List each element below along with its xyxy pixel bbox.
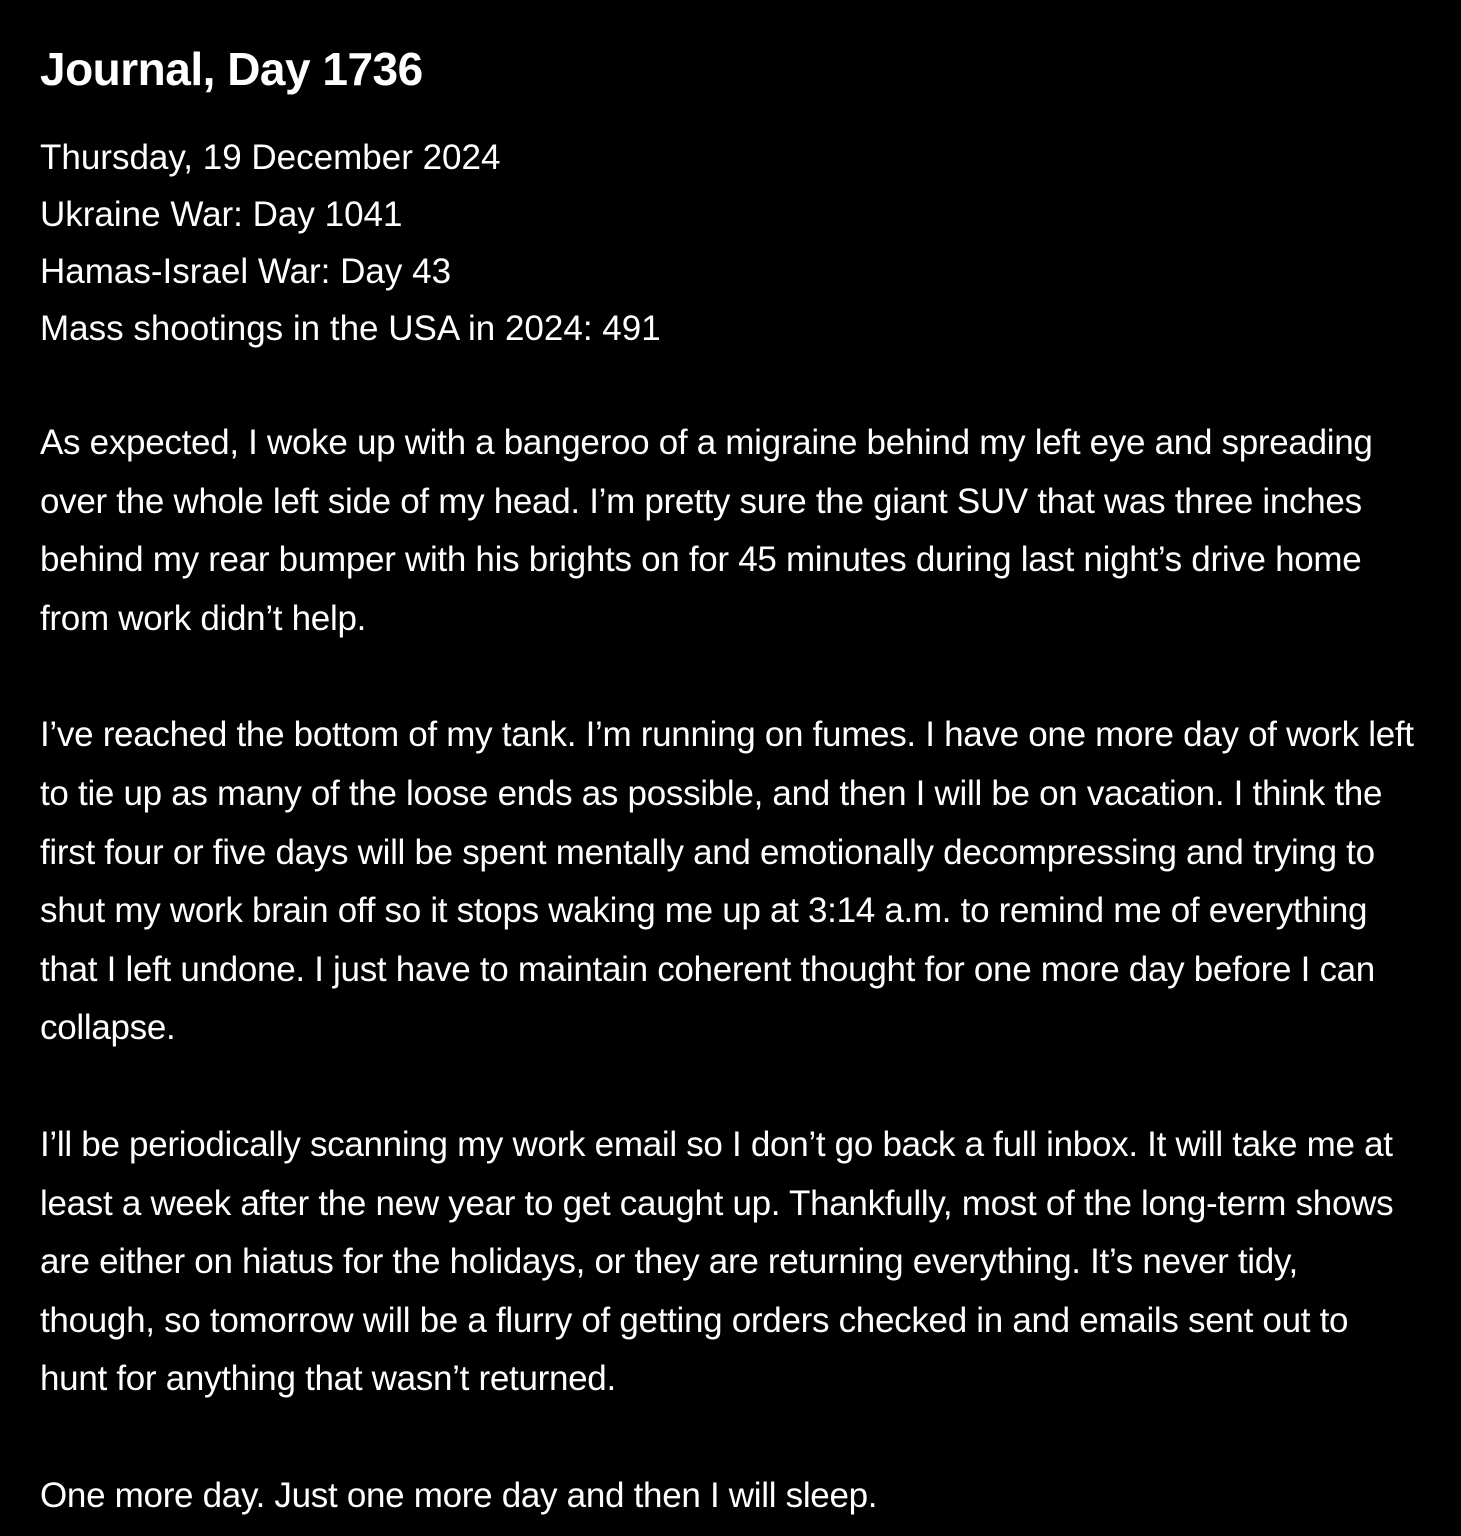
meta-mass-shootings: Mass shootings in the USA in 2024: 491 <box>40 309 661 348</box>
journal-meta <box>40 129 1421 357</box>
journal-paragraph-3: I’ll be periodically scanning my work email so I don’t go back a full inbox. It will take me at least a week after the new year to get caught up. Thankfully, most of the long-term shows are either on hiatus for the holidays, or they are returning everything. It’s never tidy, though, so tomorrow will be a flurry of getting orders checked in and emails sent out to hunt for anything that wasn’t returned. <box>40 1124 1394 1399</box>
journal-paragraph-2: I’ve reached the bottom of my tank. I’m running on fumes. I have one more day of work left to tie up as many of the loose ends as possible, and then I will be on vacation. I think the first four or five days will be spent mentally and emotionally decompressing and trying to shut my work brain off so it stops waking me up at 3:14 a.m. to remind me of everything that I left undone. I just have to maintain coherent thought for one more day before I can collapse. <box>40 715 1414 1048</box>
journal-paragraph-1: As expected, I woke up with a bangeroo of a migraine behind my left eye and spreading over the whole left side of my head. I’m pretty sure the giant SUV that was three inches behind my rear bumper with his brights on for 45 minutes during last night’s drive home from work didn’t help. <box>40 423 1373 638</box>
meta-date: Thursday, 19 December 2024 <box>40 138 501 177</box>
meta-ukraine-war: Ukraine War: Day 1041 <box>40 195 403 234</box>
meta-hamas-israel-war: Hamas-Israel War: Day 43 <box>40 252 452 291</box>
journal-paragraph-4: One more day. Just one more day and then I will sleep. <box>40 1475 878 1515</box>
journal-title: Journal, Day 1736 <box>40 43 423 95</box>
